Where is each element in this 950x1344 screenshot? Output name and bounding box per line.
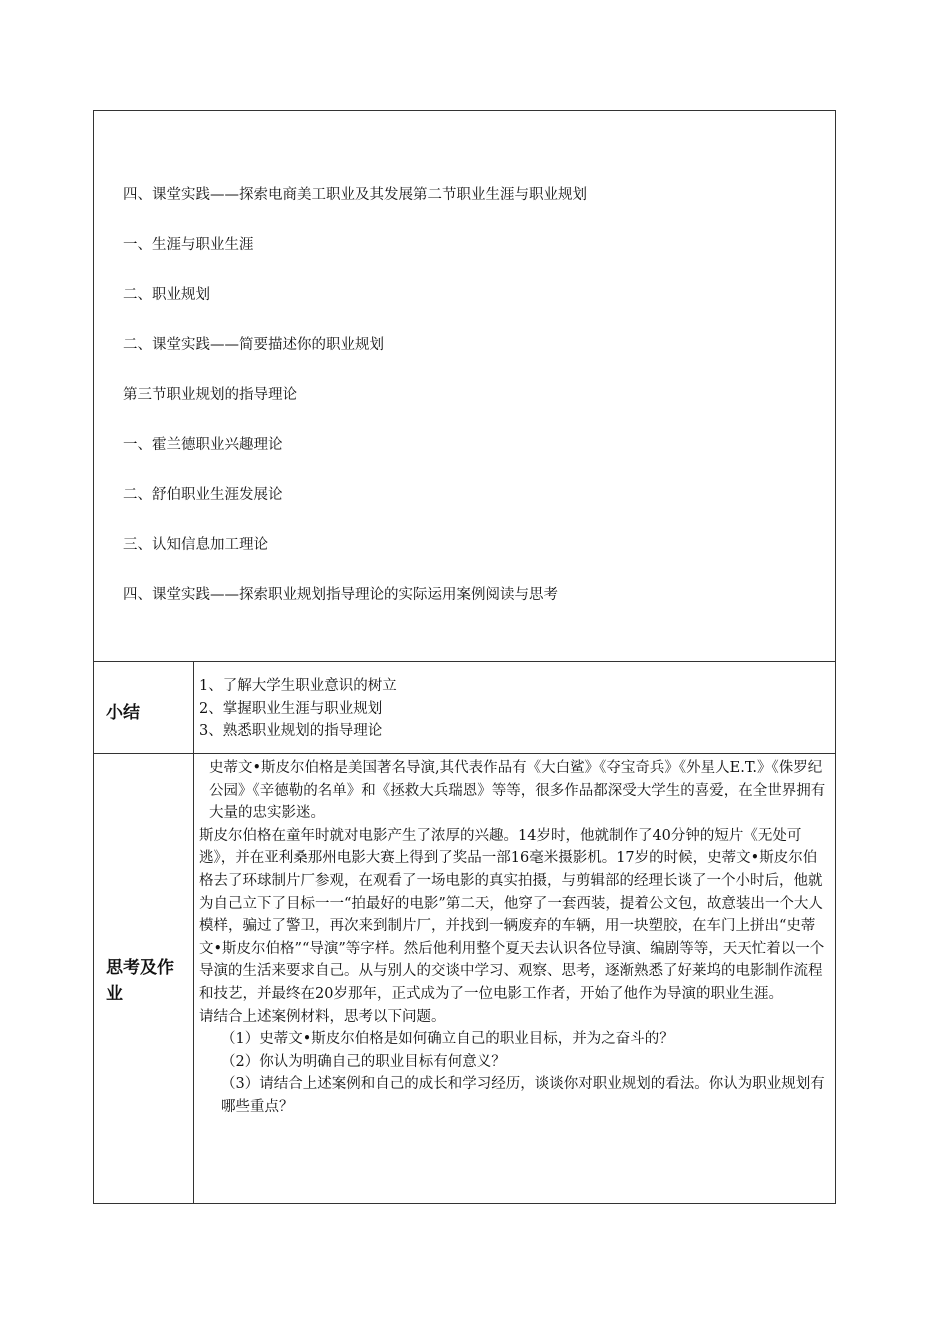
outline-item: 四、课堂实践——探索职业规划指导理论的实际运用案例阅读与思考: [123, 587, 558, 603]
row-divider: [94, 661, 835, 662]
outline-item: 二、课堂实践——简要描述你的职业规划: [123, 337, 384, 353]
outline-item: 一、霍兰德职业兴趣理论: [123, 437, 283, 453]
outline-item: 三、认知信息加工理论: [123, 537, 268, 553]
summary-list: [199, 675, 397, 743]
question-item: （1）史蒂文•斯皮尔伯格是如何确立自己的职业目标，并为之奋斗的？: [221, 1031, 674, 1048]
prompt-text: 请结合上述案例材料，思考以下问题。: [199, 1008, 446, 1025]
row-divider: [94, 753, 835, 754]
summary-item: 1、了解大学生职业意识的树立: [199, 678, 397, 694]
summary-label: 小结: [106, 703, 140, 723]
outline-item: 二、舒伯职业生涯发展论: [123, 487, 283, 503]
outline-item: 二、职业规划: [123, 287, 210, 303]
question-item: （3）请结合上述案例和自己的成长和学习经历，谈谈你对职业规划的看法。你认为职业规划有哪些重点？: [221, 1076, 825, 1115]
summary-item: 3、熟悉职业规划的指导理论: [199, 723, 383, 739]
question-item: （2）你认为明确自己的职业目标有何意义？: [221, 1053, 506, 1070]
outline-item: 一、生涯与职业生涯: [123, 237, 254, 253]
case-paragraph: 史蒂文•斯皮尔伯格是美国著名导演,其代表作品有《大白鲨》《夺宝奇兵》《外星人E.T.》《侏罗纪公园》《辛德勒的名单》和《拯救大兵瑞恩》等等，很多作品都深受大学生的喜爱，在全世界拥有大量的忠实影迷。: [209, 760, 826, 822]
outline-item: 第三节职业规划的指导理论: [123, 387, 297, 403]
summary-item: 2、掌握职业生涯与职业规划: [199, 700, 383, 717]
homework-label: 思考及作业: [106, 958, 174, 1004]
lesson-table: [93, 110, 836, 1204]
case-paragraph: 斯皮尔伯格在童年时就对电影产生了浓厚的兴趣。14岁时，他就制作了40分钟的短片《无处可逃》，并在亚利桑那州电影大赛上得到了奖品一部16毫米摄影机。17岁的时候，史蒂文•斯皮尔伯格去了环球制片厂参观，在观看了一场电影的真实拍摄，与剪辑部的经理长谈了一个小时后，他就为自己立下了目标一一“拍最好的电影”第二天，他穿了一套西装，提着公文包，故意装出一个大人模样，骗过了警卫，再次来到制片厂，并找到一辆废弃的车辆，用一块塑胶，在车门上拼出“史蒂文•斯皮尔伯格”“导演”等字样。然后他利用整个夏天去认识各位导演、编剧等等，天天忙着以一个导演的生活来要求自己。从与别人的交谈中学习、观察、思考，逐渐熟悉了好莱坞的电影制作流程和技艺，并最终在20岁那年，正式成为了一位电影工作者，开始了他作为导演的职业生涯。: [199, 827, 825, 1002]
outline-item: 四、课堂实践——探索电商美工职业及其发展第二节职业生涯与职业规划: [123, 187, 587, 203]
column-divider: [193, 661, 194, 1203]
homework-content: [199, 757, 827, 1119]
